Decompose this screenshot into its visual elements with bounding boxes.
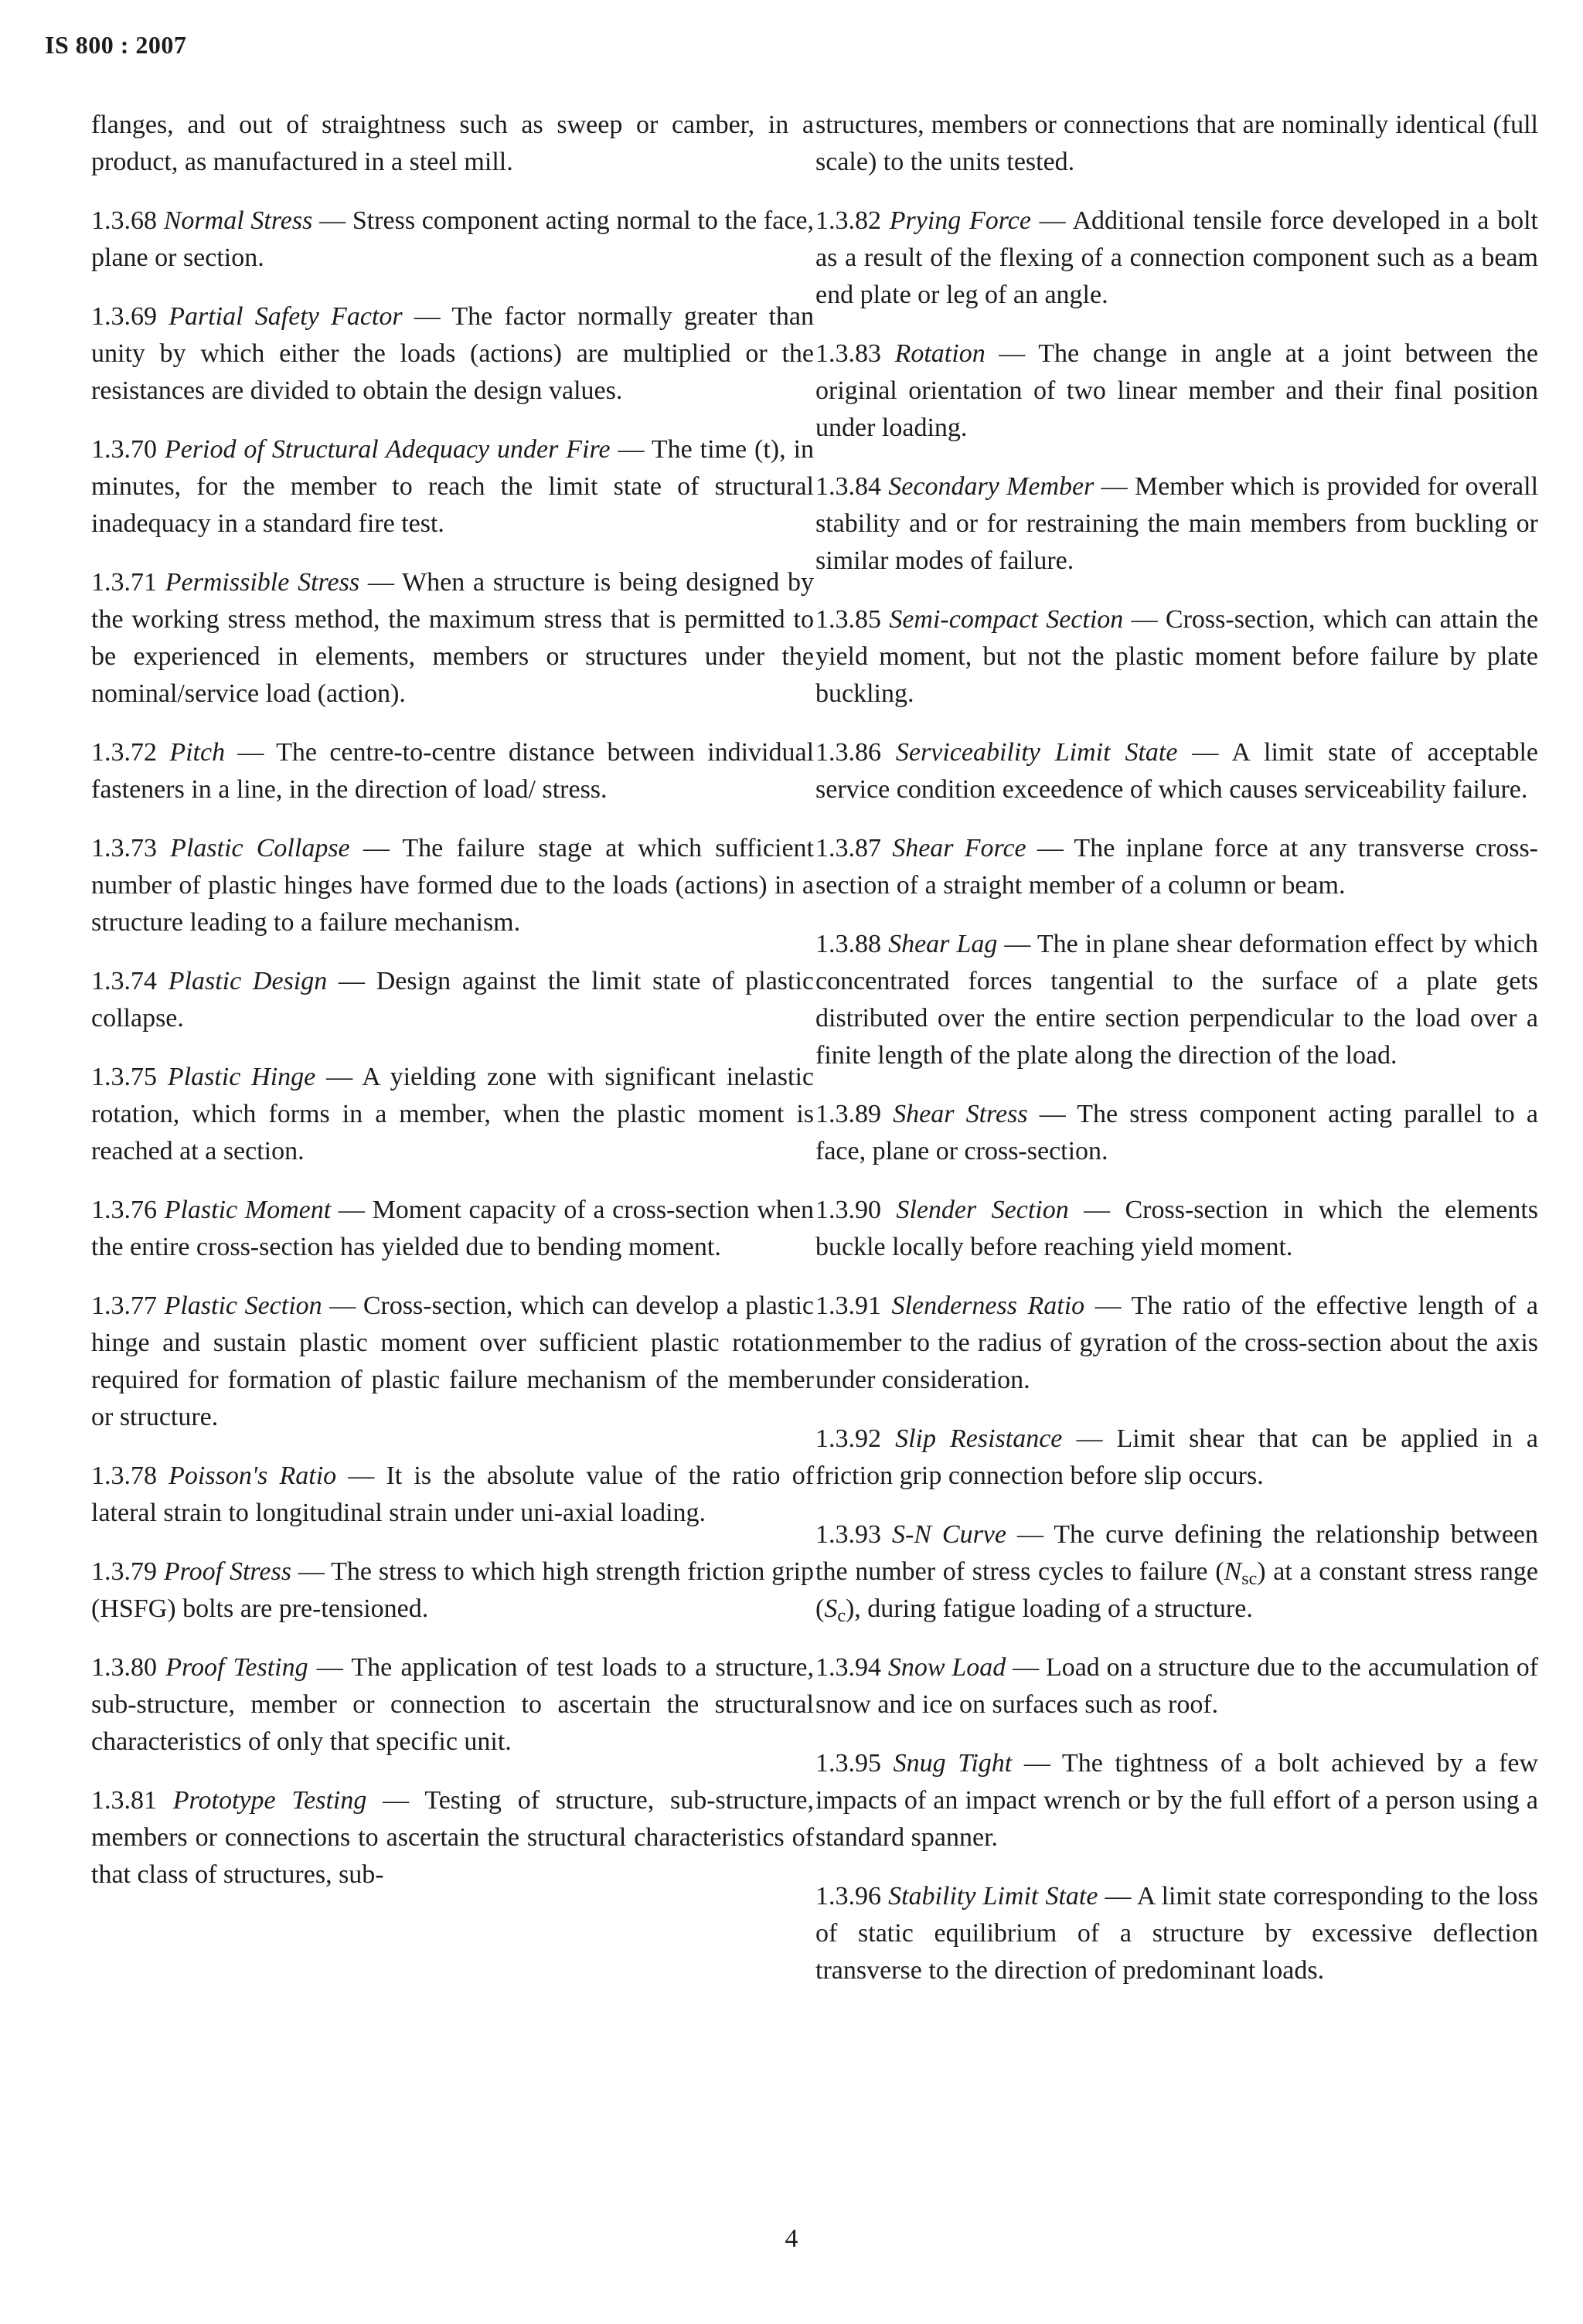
definition-entry: 1.3.79 Proof Stress — The stress to which high strength friction grip (HSFG) bolts are pre-tensioned. [91,1557,815,1623]
definition-entry: 1.3.82 Prying Force — Additional tensile force developed in a bolt as a result of the flexing of a connection component such as a beam end plate or leg of an angle. [815,206,1539,309]
definition-entry: 1.3.68 Normal Stress — Stress component acting normal to the face, plane or section. [91,206,814,272]
defined-term: Prying Force [889,206,1031,235]
defined-term: Rotation [894,339,986,368]
definition-entry: 1.3.95 Snug Tight — The tightness of a bolt achieved by a few impacts of an impact wrench or by the full effort of a person using a standard spanner. [815,1749,1539,1852]
definition-text: The application of test loads to a structure, sub-structure, member or connection to ascertain the structural characteristics of only that specific unit. [91,1653,815,1756]
clause-number: 1.3.82 [815,206,881,235]
defined-term: Plastic Collapse [170,834,350,863]
defined-term: Pitch [169,738,226,767]
definition-text: Member which is provided for overall stability and or for restraining the main members from buckling or similar modes of failure. [815,472,1539,575]
definition-text: The failure stage at which sufficient number of plastic hinges have formed due to the loads (actions) in a structure leading to a failure mechanism. [91,834,814,937]
continuation-text: flanges, and out of straightness such as sweep or camber, in a product, as manufactured in a steel mill. [91,111,814,176]
defined-term: Plastic Hinge [167,1063,316,1091]
definition-text: Testing of structure, sub-structure, members or connections to ascertain the structural characteristics of that class of structures, sub- [91,1786,815,1889]
definition-entry: 1.3.69 Partial Safety Factor — The factor normally greater than unity by which either the loads (actions) are multiplied or the resistances are divided to obtain the design values. [91,302,815,405]
definition-text-end: ), during fatigue loading of a structure. [845,1594,1253,1623]
definition-entry: 1.3.89 Shear Stress — The stress component acting parallel to a face, plane or cross-section. [815,1100,1538,1165]
subscript-sc: sc [1241,1569,1258,1589]
clause-number: 1.3.95 [815,1749,881,1778]
definition-text: Stress component acting normal to the face, plane or section. [91,206,814,272]
definition-entry: 1.3.77 Plastic Section — Cross-section, which can develop a plastic hinge and sustain plastic moment over sufficient plastic rotation required for formation of plastic failure mechanism of the member or structure. [91,1291,815,1431]
clause-number: 1.3.88 [815,930,881,958]
clause-number: 1.3.73 [91,834,157,863]
clause-number: 1.3.86 [815,738,881,767]
clause-number: 1.3.83 [815,339,881,368]
clause-number: 1.3.96 [815,1882,881,1911]
definition-entry: 1.3.74 Plastic Design — Design against the limit state of plastic collapse. [91,967,814,1033]
definition-entry: 1.3.75 Plastic Hinge — A yielding zone with significant inelastic rotation, which forms in a member, when the plastic moment is reached at a section. [91,1063,815,1165]
continuation-text: structures, members or connections that are nominally identical (full scale) to the units tested. [815,111,1538,176]
definition-entry: 1.3.71 Permissible Stress — When a structure is being designed by the working stress method, the maximum stress that is permitted to be experienced in elements, members or structures under the nominal/service load (action). [91,568,815,708]
definition-text: Cross-section, which can develop a plastic hinge and sustain plastic moment over sufficient plastic rotation required for formation of plastic failure mechanism of the member or structure. [91,1291,815,1431]
definition-entry: 1.3.81 Prototype Testing — Testing of structure, sub-structure, members or connections to ascertain the structural characteristics of that class of structures, sub- [91,1786,815,1889]
definition-entry: 1.3.96 Stability Limit State — A limit state corresponding to the loss of static equilibrium of a structure by excessive deflection transverse to the direction of predominant loads. [815,1882,1539,1985]
clause-number: 1.3.79 [91,1557,157,1586]
definition-entry: 1.3.84 Secondary Member — Member which is provided for overall stability and or for restraining the main members from buckling or similar modes of failure. [815,472,1539,575]
clause-number: 1.3.77 [91,1291,157,1320]
defined-term: Stability Limit State [888,1882,1098,1911]
definition-text-middle: ) at a constant stress range ( [815,1557,1538,1623]
clause-number: 1.3.89 [815,1100,881,1128]
definition-entry: 1.3.86 Serviceability Limit State — A limit state of acceptable service condition exceedence of which causes serviceability failure. [815,738,1539,804]
definition-text: The stress to which high strength friction grip (HSFG) bolts are pre-tensioned. [91,1557,815,1623]
definition-entry: 1.3.72 Pitch — The centre-to-centre distance between individual fasteners in a line, in the direction of load/ stress. [91,738,815,804]
defined-term: Shear Lag [888,930,998,958]
clause-number: 1.3.81 [91,1786,157,1815]
clause-number: 1.3.90 [815,1196,881,1224]
clause-number: 1.3.72 [91,738,157,767]
definition-text: Cross-section in which the elements buckle locally before reaching yield moment. [815,1196,1539,1261]
definition-text: The tightness of a bolt achieved by a few impacts of an impact wrench or by the full effort of a person using a standard spanner. [815,1749,1539,1852]
definition-text: It is the absolute value of the ratio of lateral strain to longitudinal strain under uni-axial loading. [91,1461,815,1527]
definition-entry: 1.3.83 Rotation — The change in angle at a joint between the original orientation of two linear member and their final position under loading. [815,339,1539,442]
page-number: 4 [785,2224,798,2253]
definition-entry: 1.3.94 Snow Load — Load on a structure due to the accumulation of snow and ice on surfaces such as roof. [815,1653,1539,1719]
clause-number: 1.3.70 [91,435,157,464]
clause-number: 1.3.76 [91,1196,157,1224]
definition-entry: 1.3.78 Poisson's Ratio — It is the absolute value of the ratio of lateral strain to longitudinal strain under uni-axial loading. [91,1461,815,1527]
clause-number: 1.3.84 [815,472,881,501]
clause-number: 1.3.68 [91,206,157,235]
document-id-header: IS 800 : 2007 [45,31,187,59]
symbol-s: S [824,1594,838,1623]
defined-term: Proof Stress [163,1557,291,1586]
defined-term: Partial Safety Factor [169,302,403,331]
defined-term: Period of Structural Adequacy under Fire [164,435,611,464]
clause-number: 1.3.74 [91,967,157,995]
clause-number: 1.3.92 [815,1424,881,1453]
definition-text: A yielding zone with significant inelastic rotation, which forms in a member, when the plastic moment is reached at a section. [91,1063,815,1165]
definition-text: The factor normally greater than unity by which either the loads (actions) are multiplied or the resistances are divided to obtain the design values. [91,302,815,405]
definition-text: The change in angle at a joint between the original orientation of two linear member and their final position under loading. [815,339,1539,442]
definition-entry: 1.3.70 Period of Structural Adequacy under Fire — The time (t), in minutes, for the member to reach the limit state of structural inadequacy in a standard fire test. [91,435,815,538]
clause-number: 1.3.69 [91,302,157,331]
definition-entry: 1.3.92 Slip Resistance — Limit shear that can be applied in a friction grip connection before slip occurs. [815,1424,1539,1490]
definition-entry: 1.3.76 Plastic Moment — Moment capacity of a cross-section when the entire cross-section has yielded due to bending moment. [91,1196,815,1261]
definition-text: Design against the limit state of plastic collapse. [91,967,814,1033]
defined-term: Plastic Section [164,1291,322,1320]
definition-entry: 1.3.88 Shear Lag — The in plane shear deformation effect by which concentrated forces tangential to the surface of a plate gets distributed over the entire section perpendicular to the load over a finite length of the plate along the direction of the load. [815,930,1538,1070]
defined-term: Shear Stress [893,1100,1028,1128]
symbol-n: N [1224,1557,1242,1586]
defined-term: Proof Testing [165,1653,308,1682]
defined-term: S-N Curve [891,1520,1006,1549]
subscript-c: c [837,1606,846,1626]
definition-text: The stress component acting parallel to a face, plane or cross-section. [815,1100,1538,1165]
definition-text: The inplane force at any transverse cross-section of a straight member of a column or beam. [815,834,1538,900]
definition-text: Moment capacity of a cross-section when the entire cross-section has yielded due to bending moment. [91,1196,815,1261]
defined-term: Snow Load [887,1653,1006,1682]
definition-text: When a structure is being designed by the working stress method, the maximum stress that is permitted to be experienced in elements, members or structures under the nominal/service load (action). [91,568,815,708]
definition-text: Additional tensile force developed in a bolt as a result of the flexing of a connection component such as a beam end plate or leg of an angle. [815,206,1539,309]
clause-number: 1.3.91 [815,1291,881,1320]
definition-text: The centre-to-centre distance between individual fasteners in a line, in the direction of load/ stress. [91,738,815,804]
defined-term: Slenderness Ratio [891,1291,1085,1320]
clause-number: 1.3.87 [815,834,881,863]
clause-number: 1.3.78 [91,1461,157,1490]
definition-text: A limit state corresponding to the loss of static equilibrium of a structure by excessive deflection transverse to the direction of predominant loads. [815,1882,1539,1985]
definition-entry: 1.3.87 Shear Force — The inplane force at any transverse cross-section of a straight member of a column or beam. [815,834,1538,900]
right-column [815,107,1538,2011]
defined-term: Serviceability Limit State [895,738,1178,767]
defined-term: Prototype Testing [172,1786,367,1815]
definition-text: A limit state of acceptable service condition exceedence of which causes serviceability failure. [815,738,1539,804]
definition-entry: 1.3.91 Slenderness Ratio — The ratio of the effective length of a member to the radius of gyration of the cross-section about the axis under consideration. [815,1291,1538,1394]
defined-term: Semi-compact Section [889,605,1124,634]
clause-number: 1.3.93 [815,1520,881,1549]
defined-term: Plastic Design [168,967,328,995]
definition-text: The ratio of the effective length of a member to the radius of gyration of the cross-section about the axis under consideration. [815,1291,1538,1394]
clause-number: 1.3.94 [815,1653,881,1682]
definition-entry: 1.3.85 Semi-compact Section — Cross-section, which can attain the yield moment, but not the plastic moment before failure by plate buckling. [815,605,1539,708]
definition-text-start: The curve defining the relationship between the number of stress cycles to failure ( [815,1520,1539,1586]
defined-term: Poisson's Ratio [169,1461,337,1490]
defined-term: Secondary Member [888,472,1094,501]
defined-term: Slender Section [896,1196,1069,1224]
defined-term: Snug Tight [893,1749,1013,1778]
definition-entry: 1.3.80 Proof Testing — The application of test loads to a structure, sub-structure, member or connection to ascertain the structural characteristics of only that specific unit. [91,1653,815,1756]
definition-text: Limit shear that can be applied in a friction grip connection before slip occurs. [815,1424,1539,1490]
defined-term: Plastic Moment [164,1196,332,1224]
definition-entry: 1.3.73 Plastic Collapse — The failure stage at which sufficient number of plastic hinges have formed due to the loads (actions) in a structure leading to a failure mechanism. [91,834,814,937]
definition-entry: 1.3.93 S-N Curve — The curve defining the relationship between the number of stress cycles to failure $(N_{sc})$ at a constant stress range $(S_c)$, during fatigue loading of a structure. [815,1520,1539,1626]
defined-term: Shear Force [892,834,1026,863]
definition-text: Load on a structure due to the accumulation of snow and ice on surfaces such as roof. [815,1653,1539,1719]
clause-number: 1.3.71 [91,568,157,597]
definition-entry: 1.3.90 Slender Section — Cross-section in which the elements buckle locally before reaching yield moment. [815,1196,1539,1261]
defined-term: Permissible Stress [165,568,360,597]
definition-text: The in plane shear deformation effect by which concentrated forces tangential to the surface of a plate gets distributed over the entire section perpendicular to the load over a finite length of the plate along the direction of the load. [815,930,1538,1070]
defined-term: Slip Resistance [895,1424,1063,1453]
definition-text: The time (t), in minutes, for the member to reach the limit state of structural inadequacy in a standard fire test. [91,435,815,538]
clause-number: 1.3.80 [91,1653,157,1682]
clause-number: 1.3.75 [91,1063,157,1091]
clause-number: 1.3.85 [815,605,881,634]
left-column [91,107,814,1915]
defined-term: Normal Stress [163,206,313,235]
definition-text: Cross-section, which can attain the yield moment, but not the plastic moment before failure by plate buckling. [815,605,1539,708]
